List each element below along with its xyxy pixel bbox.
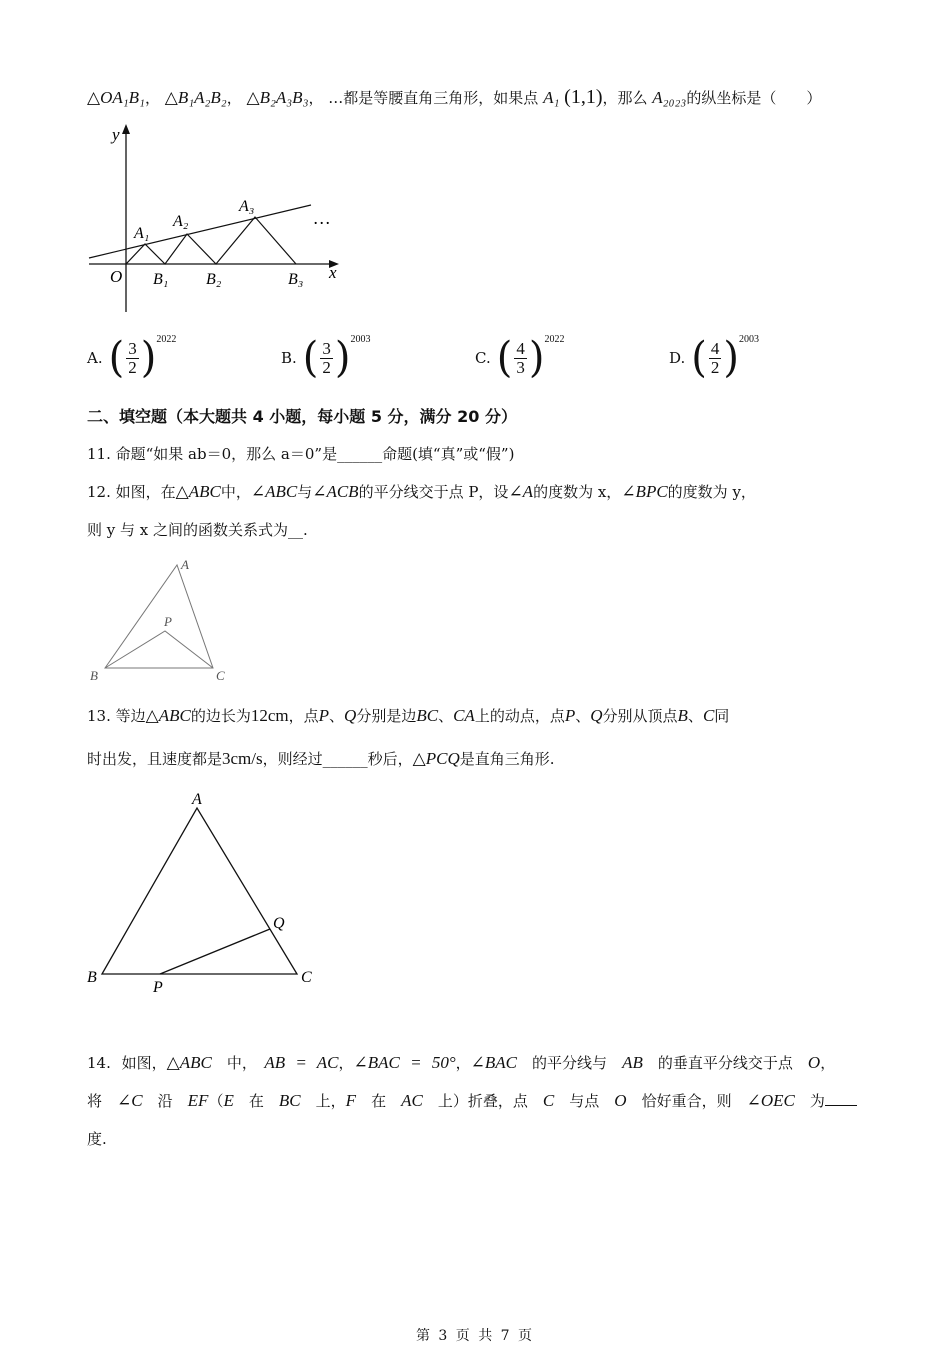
label-p: P [164, 614, 172, 629]
label-b: B [87, 969, 97, 986]
tri-b1a2b2: △B₁A₂B₂ [164, 88, 227, 107]
figure-equilateral-triangle [85, 788, 325, 998]
question-14-line2: 将 ∠C 沿 EF（E 在 BC 上，F 在 AC 上）折叠，点 C 与点 O 恰好重合，则 ∠OEC 为 [87, 1090, 857, 1111]
label-a: A [192, 791, 202, 808]
label-b1: B₁ [153, 271, 169, 288]
label-p: P [153, 979, 163, 996]
section-heading: 二、填空题（本大题共 4 小题，每小题 5 分，满分 20 分） [87, 407, 517, 426]
q10-line: △OA₁B₁， △B₁A₂B₂， △B₂A₃B₃， …都是等腰直角三角形，如果点 A₁ (1,1)，那么 A₂₀₂₃的纵坐标是（ ） [87, 86, 822, 108]
question-13-line2: 时出发，且速度都是3cm/s，则经过______秒后，△PCQ是直角三角形. [87, 749, 555, 768]
option-b[interactable]: B. ( 3 2 ) 2003 [281, 333, 371, 383]
label-a3: A₃ [239, 198, 255, 215]
question-12-line1: 12. 如图，在△ABC中，∠ABC与∠ACB的平分线交于点 P，设∠A的度数为 x，∠BPC的度数为 y， [87, 482, 756, 501]
option-a[interactable]: A. ( 3 2 ) 2022 [87, 333, 177, 383]
label-x: x [329, 263, 337, 282]
point-a2023: A₂₀₂₃ [652, 88, 687, 107]
label-o: O [110, 267, 123, 286]
label-b3: B₃ [288, 271, 304, 288]
triangle-chain [126, 217, 296, 264]
answer-blank[interactable] [825, 1091, 857, 1106]
label-a2: A₂ [173, 213, 189, 230]
label-a1: A₁ [134, 225, 150, 242]
label-a: A [181, 557, 189, 572]
label-dots: … [314, 208, 331, 228]
segment-pq [160, 929, 270, 974]
tri-b2a3b3: △B₂A₃B₃ [246, 88, 309, 107]
question-13-line1: 13. 等边△ABC的边长为12cm，点P、Q分别是边BC、CA上的动点，点P、Q分别从顶点B、C同 [87, 706, 730, 725]
q10-middle: …都是等腰直角三角形，如果点 [328, 89, 539, 107]
figure-triangle-bisectors [85, 555, 235, 690]
option-c[interactable]: C. ( 4 3 ) 2022 [475, 333, 565, 383]
triangle-abc [105, 565, 213, 668]
question-12-line2: 则 y 与 x 之间的函数关系式为__. [87, 521, 308, 539]
label-b: B [90, 668, 98, 683]
label-b2: B₂ [206, 271, 222, 288]
question-11: 11. 命题“如果 ab＝0，那么 a＝0”是______命题(填“真”或“假”) [87, 445, 515, 463]
point-coords: (1,1) [564, 86, 603, 108]
triangle-abc [102, 808, 297, 974]
question-14-line1: 14. 如图，△ABC 中， AB = AC，∠BAC = 50°，∠BAC 的平分线与 AB 的垂直平分线交于点 O， [87, 1053, 836, 1072]
y-axis-arrow [122, 124, 130, 134]
slanted-line [89, 205, 311, 258]
page-footer: 第 3 页 共 7 页 [415, 1328, 535, 1344]
label-q: Q [273, 915, 285, 932]
point-a1: A₁ [543, 88, 560, 107]
tri-oa1b1: △OA₁B₁ [87, 88, 145, 107]
label-y: y [112, 125, 120, 144]
figure-isosceles-chain [85, 120, 345, 320]
q10-end: 的纵坐标是（ ） [686, 89, 822, 107]
label-c: C [301, 969, 312, 986]
question-14-line3: 度. [87, 1130, 107, 1148]
bisector-lines [105, 631, 213, 668]
option-d[interactable]: D. ( 4 2 ) 2003 [669, 333, 759, 383]
label-c: C [216, 668, 225, 683]
